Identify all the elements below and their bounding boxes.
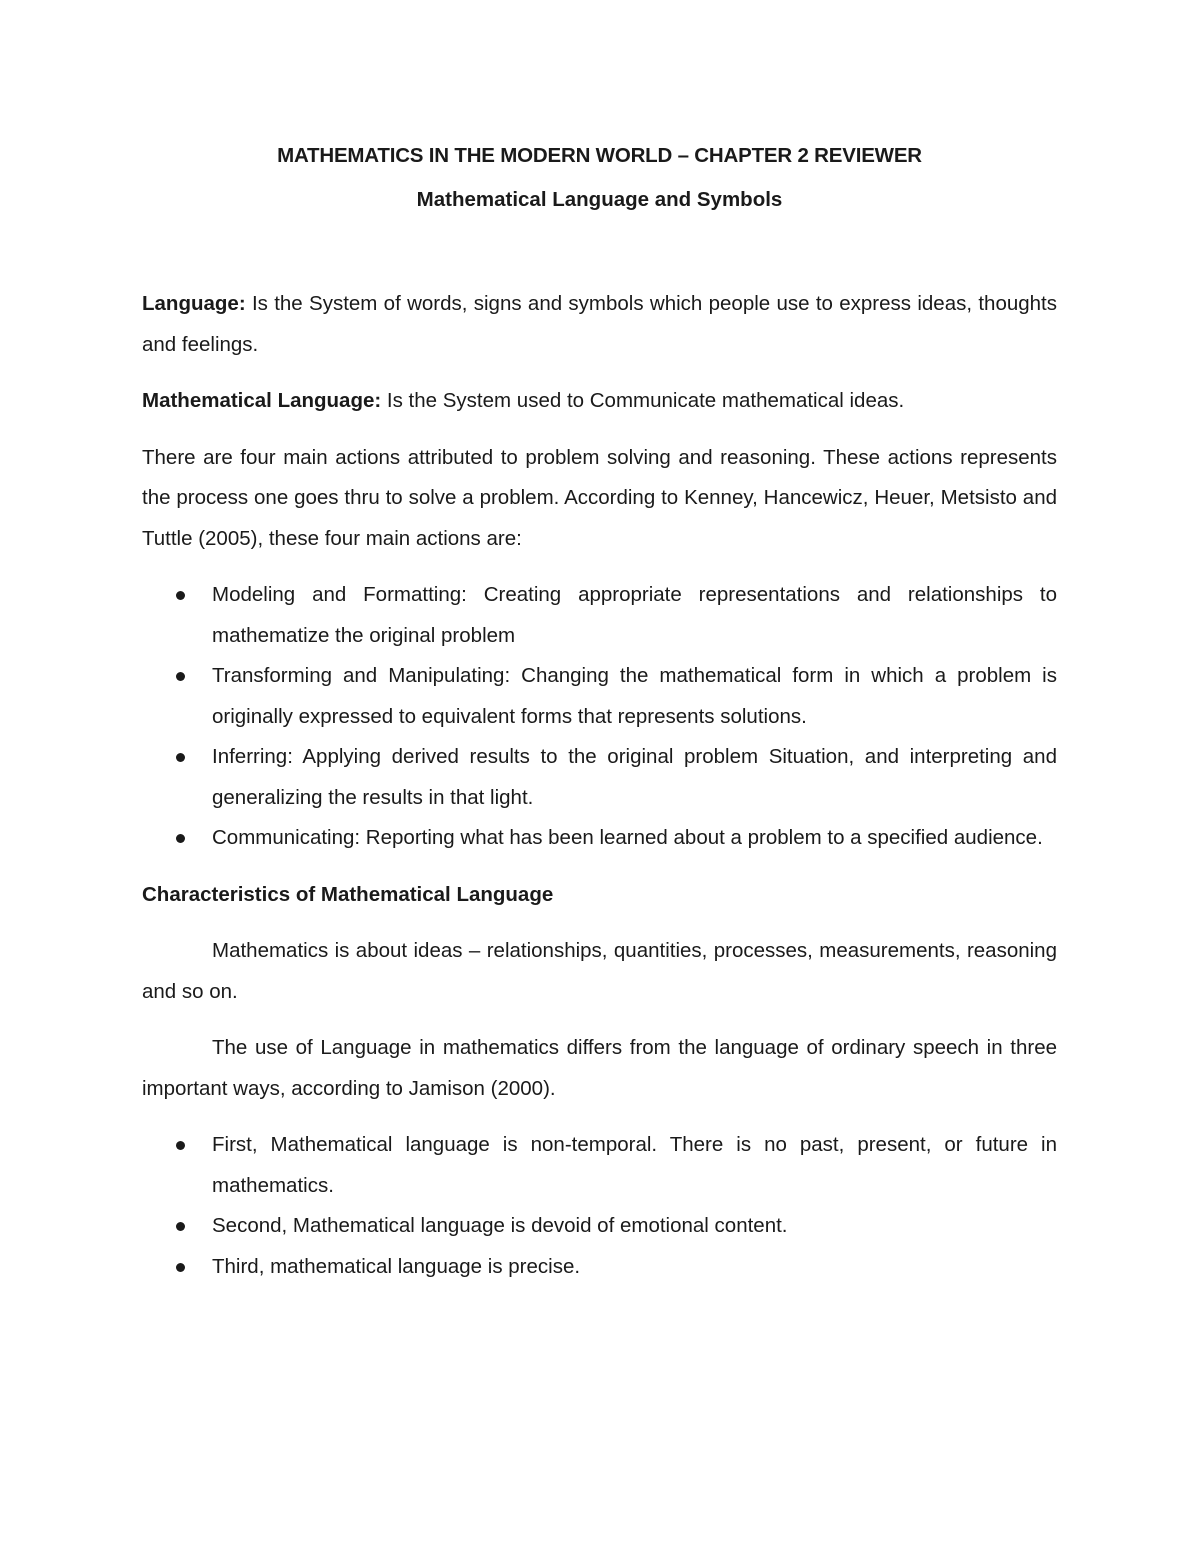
math-language-text: Is the System used to Communicate mathematical ideas. xyxy=(381,389,905,412)
list-item-text: Communicating: Reporting what has been learned about a problem to a specified audience. xyxy=(212,826,1043,849)
document-subtitle: Mathematical Language and Symbols xyxy=(416,188,783,211)
bullet-icon xyxy=(176,1141,185,1150)
ways-list xyxy=(142,1125,1057,1287)
bullet-icon xyxy=(176,672,185,681)
list-item xyxy=(142,1206,1057,1247)
list-item xyxy=(142,1247,1057,1288)
language-definition xyxy=(142,284,1057,365)
language-text: Is the System of words, signs and symbols which people use to express ideas, thoughts and feelings. xyxy=(142,292,1057,356)
bullet-icon xyxy=(176,834,185,843)
characteristics-paragraph-1: Mathematics is about ideas – relationships, quantities, processes, measurements, reasoning and so on. xyxy=(142,939,1057,1003)
bullet-icon xyxy=(176,753,185,762)
math-language-definition xyxy=(142,381,1057,422)
list-item-text: Third, mathematical language is precise. xyxy=(212,1254,581,1278)
list-item xyxy=(142,737,1057,818)
list-item-text: First, Mathematical language is non-temporal. There is no past, present, or future in mathematics. xyxy=(212,1133,1057,1197)
list-item-text: Modeling and Formatting: Creating appropriate representations and relationships to mathematize the original problem xyxy=(212,583,1057,647)
language-term: Language: xyxy=(142,292,246,315)
actions-list xyxy=(142,575,1057,859)
bullet-icon xyxy=(176,1263,185,1272)
list-item xyxy=(142,1125,1057,1206)
bullet-icon xyxy=(176,1222,185,1231)
characteristics-heading: Characteristics of Mathematical Language xyxy=(142,882,554,906)
list-item xyxy=(142,818,1057,859)
list-item xyxy=(142,575,1057,656)
math-language-term: Mathematical Language: xyxy=(142,389,382,412)
list-item-text: Transforming and Manipulating: Changing the mathematical form in which a problem is originally expressed to equivalent forms that represents solutions. xyxy=(212,664,1057,728)
bullet-icon xyxy=(176,591,185,600)
document-title: MATHEMATICS IN THE MODERN WORLD – CHAPTER 2 REVIEWER xyxy=(277,144,922,167)
characteristics-paragraph-2: The use of Language in mathematics differs from the language of ordinary speech in three important ways, according to Jamison (2000). xyxy=(142,1036,1057,1100)
intro-paragraph: There are four main actions attributed to problem solving and reasoning. These actions represents the process one goes thru to solve a problem. According to Kenney, Hancewicz, Heuer, Metsisto and Tuttle (2005), these four main actions are: xyxy=(142,445,1057,550)
list-item xyxy=(142,656,1057,737)
list-item-text: Second, Mathematical language is devoid of emotional content. xyxy=(212,1214,788,1237)
document-page xyxy=(142,128,1057,1287)
list-item-text: Inferring: Applying derived results to the original problem Situation, and interpreting and generalizing the results in that light. xyxy=(212,745,1057,809)
